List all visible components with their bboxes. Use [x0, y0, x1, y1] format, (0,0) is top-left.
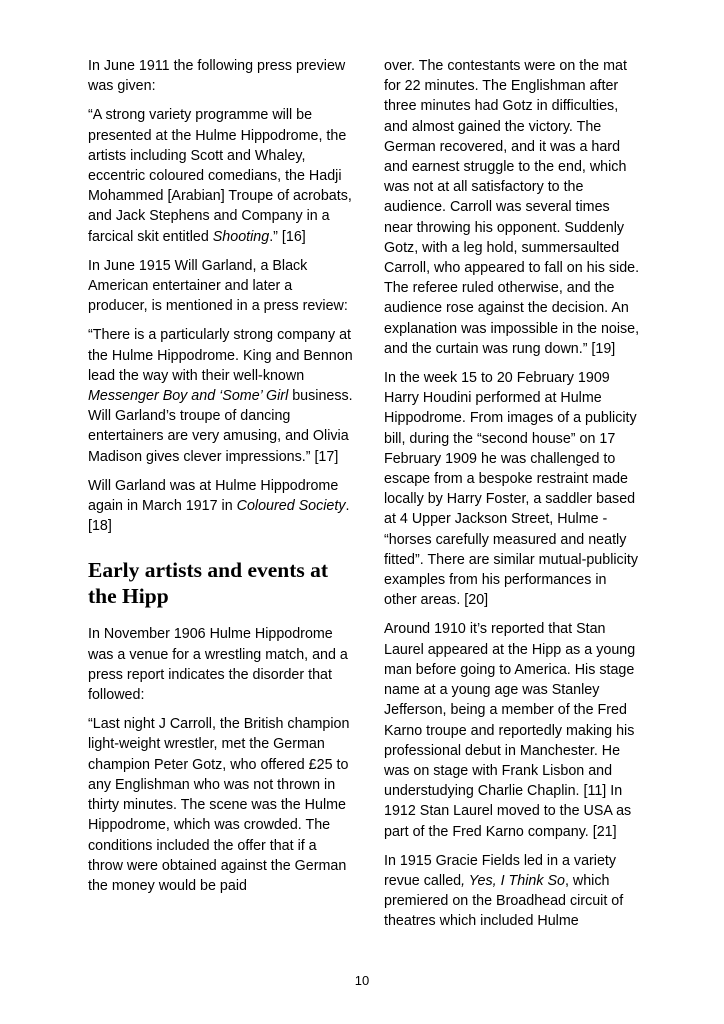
text-run: . [18]	[88, 498, 350, 535]
left-column	[88, 56, 354, 905]
italic-title: Shooting	[212, 228, 270, 245]
italic-title: Messenger Boy and ‘Some’ Girl	[88, 388, 289, 405]
text-run: “There is a particularly strong company at the Hulme Hippodrome. King and Bennon lead the way with their well-known	[88, 327, 353, 384]
page-number: 10	[354, 973, 370, 988]
paragraph: In November 1906 Hulme Hippodrome was a venue for a wrestling match, and a press report indicates the disorder that followed:	[88, 626, 348, 704]
section-heading: Early artists and events at the Hipp	[88, 558, 329, 609]
quote-paragraph: over. The contestants were on the mat for 22 minutes. The Englishman after three minutes had Gotz in difficulties, and almost gained the victory. The German recovered, and it was a hard and earnest struggle to the end, which was not at all satisfactory to the audience. Carroll was several times near throwing his opponent. Suddenly Gotz, with a leg hold, summersaulted Carroll, who appeared to fall on his side. The referee ruled otherwise, and the audience rose against the decision. An explanation was impossible in the noise, and the curtain was rung down.” [19]	[384, 58, 640, 357]
paragraph: In June 1915 Will Garland, a Black American entertainer and later a producer, is mentioned in a press review:	[88, 257, 348, 315]
text-run: , which premiered on the Broadhead circuit of theatres which included Hulme	[384, 872, 624, 930]
text-run: .” [16]	[269, 228, 306, 245]
paragraph: In the week 15 to 20 February 1909 Harry Houdini performed at Hulme Hippodrome. From images of a publicity bill, during the “second house” on 17 February 1909 he was challenged to escape from a bespoke restraint made locally by Harry Foster, a saddler based at 4 Upper Jackson Street, Hulme - “horses carefully measured and neatly fitted”. There are similar mutual-publicity examples from his performances in other areas. [20]	[384, 370, 638, 609]
quote-paragraph	[88, 105, 354, 246]
paragraph	[384, 851, 640, 932]
quote-paragraph: “Last night J Carroll, the British champion light-weight wrestler, met the German champion Peter Gotz, who offered £25 to any Englishman who was not thrown in thirty minutes. The scene was the Hulme Hippodrome, which was crowded. The conditions included the offer that if a throw were obtained against the German the money would be paid	[88, 716, 350, 894]
text-run: Will Garland was at Hulme Hippodrome again in March 1917 in	[88, 477, 339, 515]
text-run: “A strong variety programme will be presented at the Hulme Hippodrome, the artists including Scott and Whaley, eccentric coloured comedians, the Hadji Mohammed [Arabian] Troupe of acrobats, and Jack Stephens and Company in a farcical skit entitled	[88, 107, 352, 245]
italic-title: , Yes, I Think So	[461, 872, 565, 889]
quote-paragraph	[88, 325, 354, 466]
text-run: business. Will Garland’s troupe of dancing entertainers are very amusing, and Olivia Madison gives clever impressions.” [17]	[88, 388, 353, 465]
text-run: In 1915 Gracie Fields led in a variety revue called	[384, 852, 617, 889]
paragraph	[88, 476, 354, 537]
paragraph: In June 1911 the following press preview was given:	[88, 58, 346, 95]
italic-title: Coloured Society	[236, 498, 346, 515]
right-column	[384, 56, 640, 941]
paragraph: Around 1910 it’s reported that Stan Laurel appeared at the Hipp as a young man before going to America. His stage name at a young age was Stanley Jefferson, being a member of the Fred Karno troupe and reportedly making his professional debut in Manchester. He was on stage with Frank Lisbon and understudying Charlie Chaplin. [11] In 1912 Stan Laurel moved to the USA as part of the Fred Karno company. [21]	[384, 621, 636, 840]
